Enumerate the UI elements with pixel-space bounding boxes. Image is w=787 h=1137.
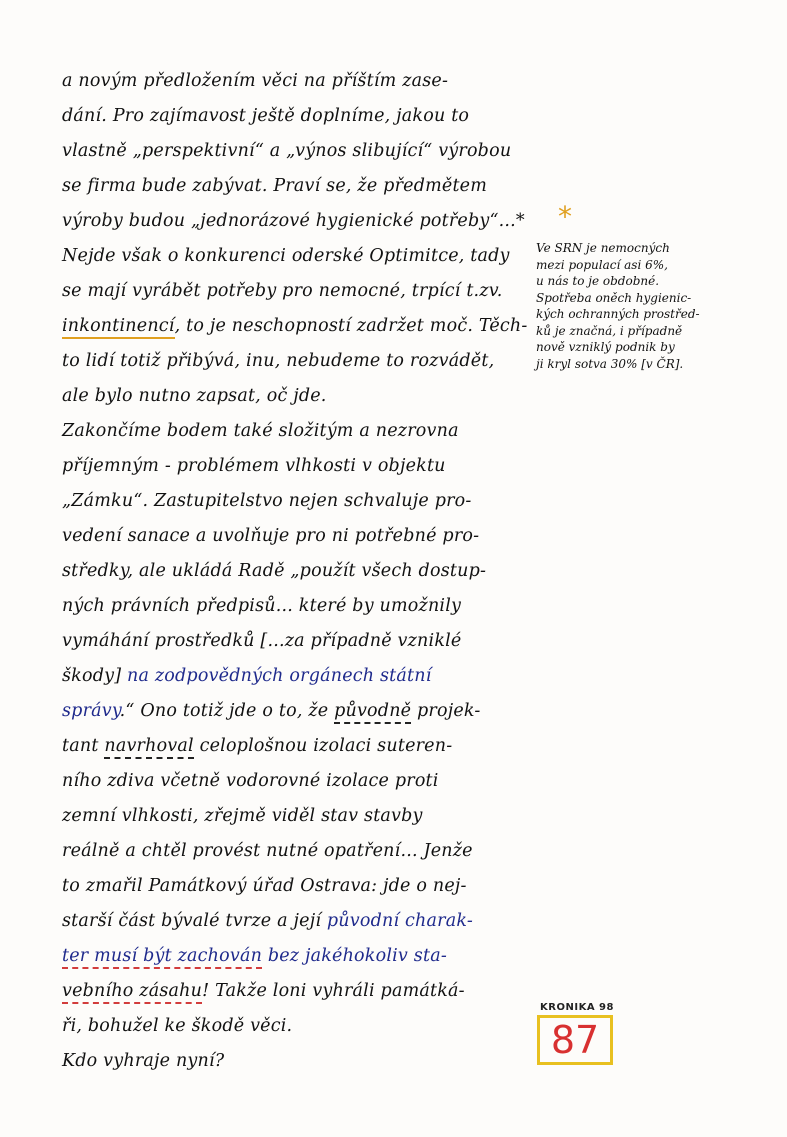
text-segment: vebního zásahu [62,981,202,1004]
margin-note-line: ků je značná, i případně [536,323,683,338]
text-line [62,799,542,834]
text-segment: celoplošnou izolaci suteren- [193,736,453,756]
text-segment: projek- [411,701,481,721]
text-segment: ! Takže loni vyhráli památká- [202,981,465,1001]
text-line [62,239,542,274]
text-segment: „Zámku“. Zastupitelstvo nejen schvaluje pro- [62,491,472,511]
text-segment: středky, ale ukládá Radě „použít všech dostup- [62,561,487,581]
text-line [62,169,542,204]
text-segment: to zmařil Památkový úřad Ostrava: jde o nej- [62,876,467,896]
text-segment: a novým předložením věci na příštím zase- [62,71,449,91]
text-segment: se mají vyrábět potřeby pro nemocné, trpící t.zv. [62,281,503,301]
text-segment: Nejde však o konkurenci oderské Optimitce, tady [62,246,510,266]
text-line [62,869,542,904]
margin-footnote [536,240,751,372]
text-line [62,519,542,554]
text-line [62,554,542,589]
text-segment: ter musí být zachován [62,946,262,969]
margin-note-line: ji kryl sotva 30% [v ČR]. [536,356,684,371]
footnote-asterisk: * [558,200,572,233]
text-segment: navrhoval [104,736,193,759]
margin-note-line: u nás to je obdobné. [536,274,660,288]
text-segment: na zodpovědných orgánech státní [127,666,432,686]
page-number-box [537,1015,613,1065]
text-segment: reálně a chtěl provést nutné opatření... Jenže [62,841,473,861]
text-line [62,834,542,869]
text-segment: příjemným - problémem vlhkosti v objektu [62,456,446,476]
text-segment: původní charak- [326,911,473,931]
text-line [62,974,542,1009]
text-segment: tant [62,736,105,756]
text-segment: starší část bývalé tvrze a její [62,911,327,931]
text-segment: bez jakéhokoliv sta- [262,946,447,966]
text-segment: výroby budou „jednorázové hygienické potřeby“...* [62,211,525,231]
text-segment: správy [62,701,120,721]
text-line [62,624,542,659]
text-segment: zemní vlhkosti, zřejmě viděl stav stavby [62,806,423,826]
text-line [62,939,542,974]
text-line [62,659,542,694]
text-segment: , to je neschopností zadržet moč. Těch- [174,316,528,336]
text-segment: se firma bude zabývat. Praví se, že předmětem [62,176,488,196]
text-segment: vlastně „perspektivní“ a „výnos slibující“ výrobou [62,141,512,161]
text-segment: ale bylo nutno zapsat, oč jde. [62,386,327,406]
text-segment: ných právních předpisů... které by umožnily [62,596,462,616]
margin-note-line: Spotřeba oněch hygienic- [536,290,692,305]
text-line [62,449,542,484]
text-segment: inkontinencí [62,316,175,339]
page-stamp [537,1002,617,1065]
text-line [62,484,542,519]
margin-note-line: nově vzniklý podnik by [536,340,675,354]
text-line [62,379,542,414]
text-segment: škody] [62,666,127,686]
text-line [62,344,542,379]
handwritten-body-text [62,64,542,1079]
margin-note-line: mezi populací asi 6%, [536,257,668,272]
text-segment: Zakončíme bodem také složitým a nezrovna [62,421,459,441]
chronicle-label: KRONIKA 98 [540,1002,614,1013]
text-line [62,414,542,449]
text-line [62,99,542,134]
page-number: 87 [550,1018,600,1062]
text-line [62,309,542,344]
text-line [62,694,542,729]
text-segment: ři, bohužel ke škodě věci. [62,1016,293,1036]
margin-note-line: Ve SRN je nemocných [536,241,670,255]
text-line [62,204,542,239]
text-segment: původně [334,701,411,724]
text-line [62,64,542,99]
text-segment: vedení sanace a uvolňuje pro ni potřebné pro- [62,526,480,546]
text-segment: vymáhání prostředků [...za případně vzniklé [62,631,462,651]
text-line [62,904,542,939]
margin-note-line: kých ochranných prostřed- [536,307,700,321]
text-line [62,1044,542,1079]
text-line [62,1009,542,1044]
text-segment: Kdo vyhraje nyní? [62,1051,225,1071]
text-line [62,134,542,169]
text-line [62,764,542,799]
text-line [62,589,542,624]
text-segment: .“ Ono totiž jde o to, že [119,701,335,721]
text-line [62,274,542,309]
text-segment: to lidí totiž přibývá, inu, nebudeme to rozvádět, [62,351,495,371]
text-segment: ního zdiva včetně vodorovné izolace proti [62,771,439,791]
text-line [62,729,542,764]
text-segment: dání. Pro zajímavost ještě doplníme, jakou to [62,106,470,126]
